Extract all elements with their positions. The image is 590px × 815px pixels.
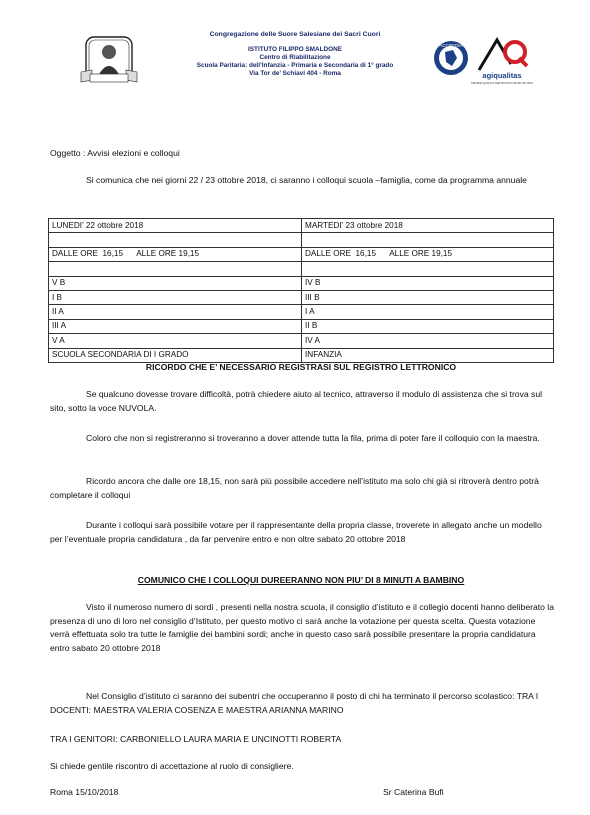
institute-name: ISTITUTO FILIPPO SMALDONE (248, 46, 342, 53)
table-row (49, 219, 554, 233)
table-cell (302, 233, 554, 247)
table-row (49, 290, 554, 304)
table-cell (302, 262, 554, 276)
table-cell: III B (302, 290, 554, 304)
signature: Sr Caterina Bufi (383, 787, 444, 797)
duration-notice: COMUNICO CHE I COLLOQUI DUREERANNO NON PIU’ DI 8 MINUTI A BAMBINO (137, 575, 465, 585)
paragraph-voting: Durante i colloqui sarà possibile votare per il rappresentante della propria classe, troverete in allegato anche un modello per l’eventuale propria candidatura , da far pervenire entro e non oltre sabato 20 ottobre 2018 (50, 520, 542, 544)
table-row (49, 276, 554, 290)
paragraph-entry-time: Ricordo ancora che dalle ore 18,15, non sarà più possibile accedere nell’istituto ma solo chi già si ritroverà dentro potrà completare il colloqui (50, 476, 539, 500)
table-cell: DALLE ORE 16,15 ALLE ORE 19,15 (49, 247, 302, 261)
paragraph-queue: Coloro che non si registreranno si troveranno a dover attende tutta la fila, prima di poter fare il colloquio con la maestra. (86, 433, 540, 443)
table-cell: MARTEDI’ 23 ottobre 2018 (302, 219, 554, 233)
letterhead (0, 0, 590, 100)
table-cell: II B (302, 319, 554, 333)
table-cell (49, 262, 302, 276)
address: Via Tor de’ Schiavi 404 - Roma (249, 70, 341, 77)
svg-text:ACCREDIA: ACCREDIA (439, 43, 463, 48)
table-row (49, 334, 554, 348)
paragraph-deaf-representative: Visto il numeroso numero di sordi , presenti nella nostra scuola, il consiglio d’istituto e il collegio docenti hanno deliberato la presenza di uno di loro nel consiglio d’Istituto, per questo motivo ci sarà anche la votazione per questa scelta. Questa votazione verrà effettuata solo tra tutte le famiglie dei bambini sordi; anche in questo caso sarà possibile presentare la propria candidatura entro sabato 20 ottobre 2018 (50, 602, 554, 653)
registration-notice: RICORDO CHE E’ NECESSARIO REGISTRASI SUL REGISTRO LETTRONICO (145, 362, 457, 372)
subject-line: Oggetto : Avvisi elezioni e colloqui (50, 148, 180, 158)
schedule-table (48, 218, 554, 363)
table-row (49, 319, 554, 333)
table-cell: INFANZIA (302, 348, 554, 362)
table-cell: III A (49, 319, 302, 333)
school-type: Scuola Paritaria: dell’Infanzia - Primaria e Secondaria di 1° grado (196, 62, 394, 69)
table-row (49, 247, 554, 261)
parents-line: TRA I GENITORI: CARBONIELLO LAURA MARIA E UNCINOTTI ROBERTA (50, 734, 342, 744)
table-cell (49, 233, 302, 247)
date-line: Roma 15/10/2018 (50, 787, 119, 797)
table-cell: I B (49, 290, 302, 304)
institute-seal-logo (80, 36, 138, 84)
table-row (49, 305, 554, 319)
table-cell: LUNEDI’ 22 ottobre 2018 (49, 219, 302, 233)
table-cell: IV A (302, 334, 554, 348)
table-row (49, 262, 554, 276)
table-row (49, 233, 554, 247)
table-cell: V A (49, 334, 302, 348)
agiqualitas-logo (471, 36, 533, 86)
intro-paragraph: Si comunica che nei giorni 22 / 23 ottobre 2018, ci saranno i colloqui scuola –famiglia, come da programma annuale (86, 175, 527, 185)
table-cell: DALLE ORE 16,15 ALLE ORE 19,15 (302, 247, 554, 261)
paragraph-assistance: Se qualcuno dovesse trovare difficoltà, potrà chiedere aiuto al tecnico, attraverso il modulo di assistenza che si trova sul sito, sotto la voce NUVOLA. (50, 389, 543, 413)
table-row (49, 348, 554, 362)
table-cell: SCUOLA SECONDARIA DI I GRADO (49, 348, 302, 362)
table-cell: I A (302, 305, 554, 319)
congregation-name: Congregazione delle Suore Salesiane dei Sacri Cuori (209, 31, 381, 38)
paragraph-council: Nel Consiglio d’istituto ci saranno dei subentri che occuperanno il posto di chi ha terminato il percorso scolastico: TRA I DOCENTI: MAESTRA VALERIA COSENZA E MAESTRA ARIANNA MARINO (50, 691, 539, 715)
table-cell: IV B (302, 276, 554, 290)
closing-line: Si chiede gentile riscontro di accettazione al ruolo di consigliere. (50, 761, 294, 771)
svg-text:agiqualitas: agiqualitas (482, 71, 522, 80)
table-cell: II A (49, 305, 302, 319)
center-name: Centro di Riabilitazione (259, 54, 331, 61)
accredia-logo (433, 40, 469, 76)
svg-text:SISTEMA QUALITÀ CERTIFICATO UN: SISTEMA QUALITÀ CERTIFICATO UNI EN ISO 9001 (471, 82, 533, 85)
table-cell: V B (49, 276, 302, 290)
